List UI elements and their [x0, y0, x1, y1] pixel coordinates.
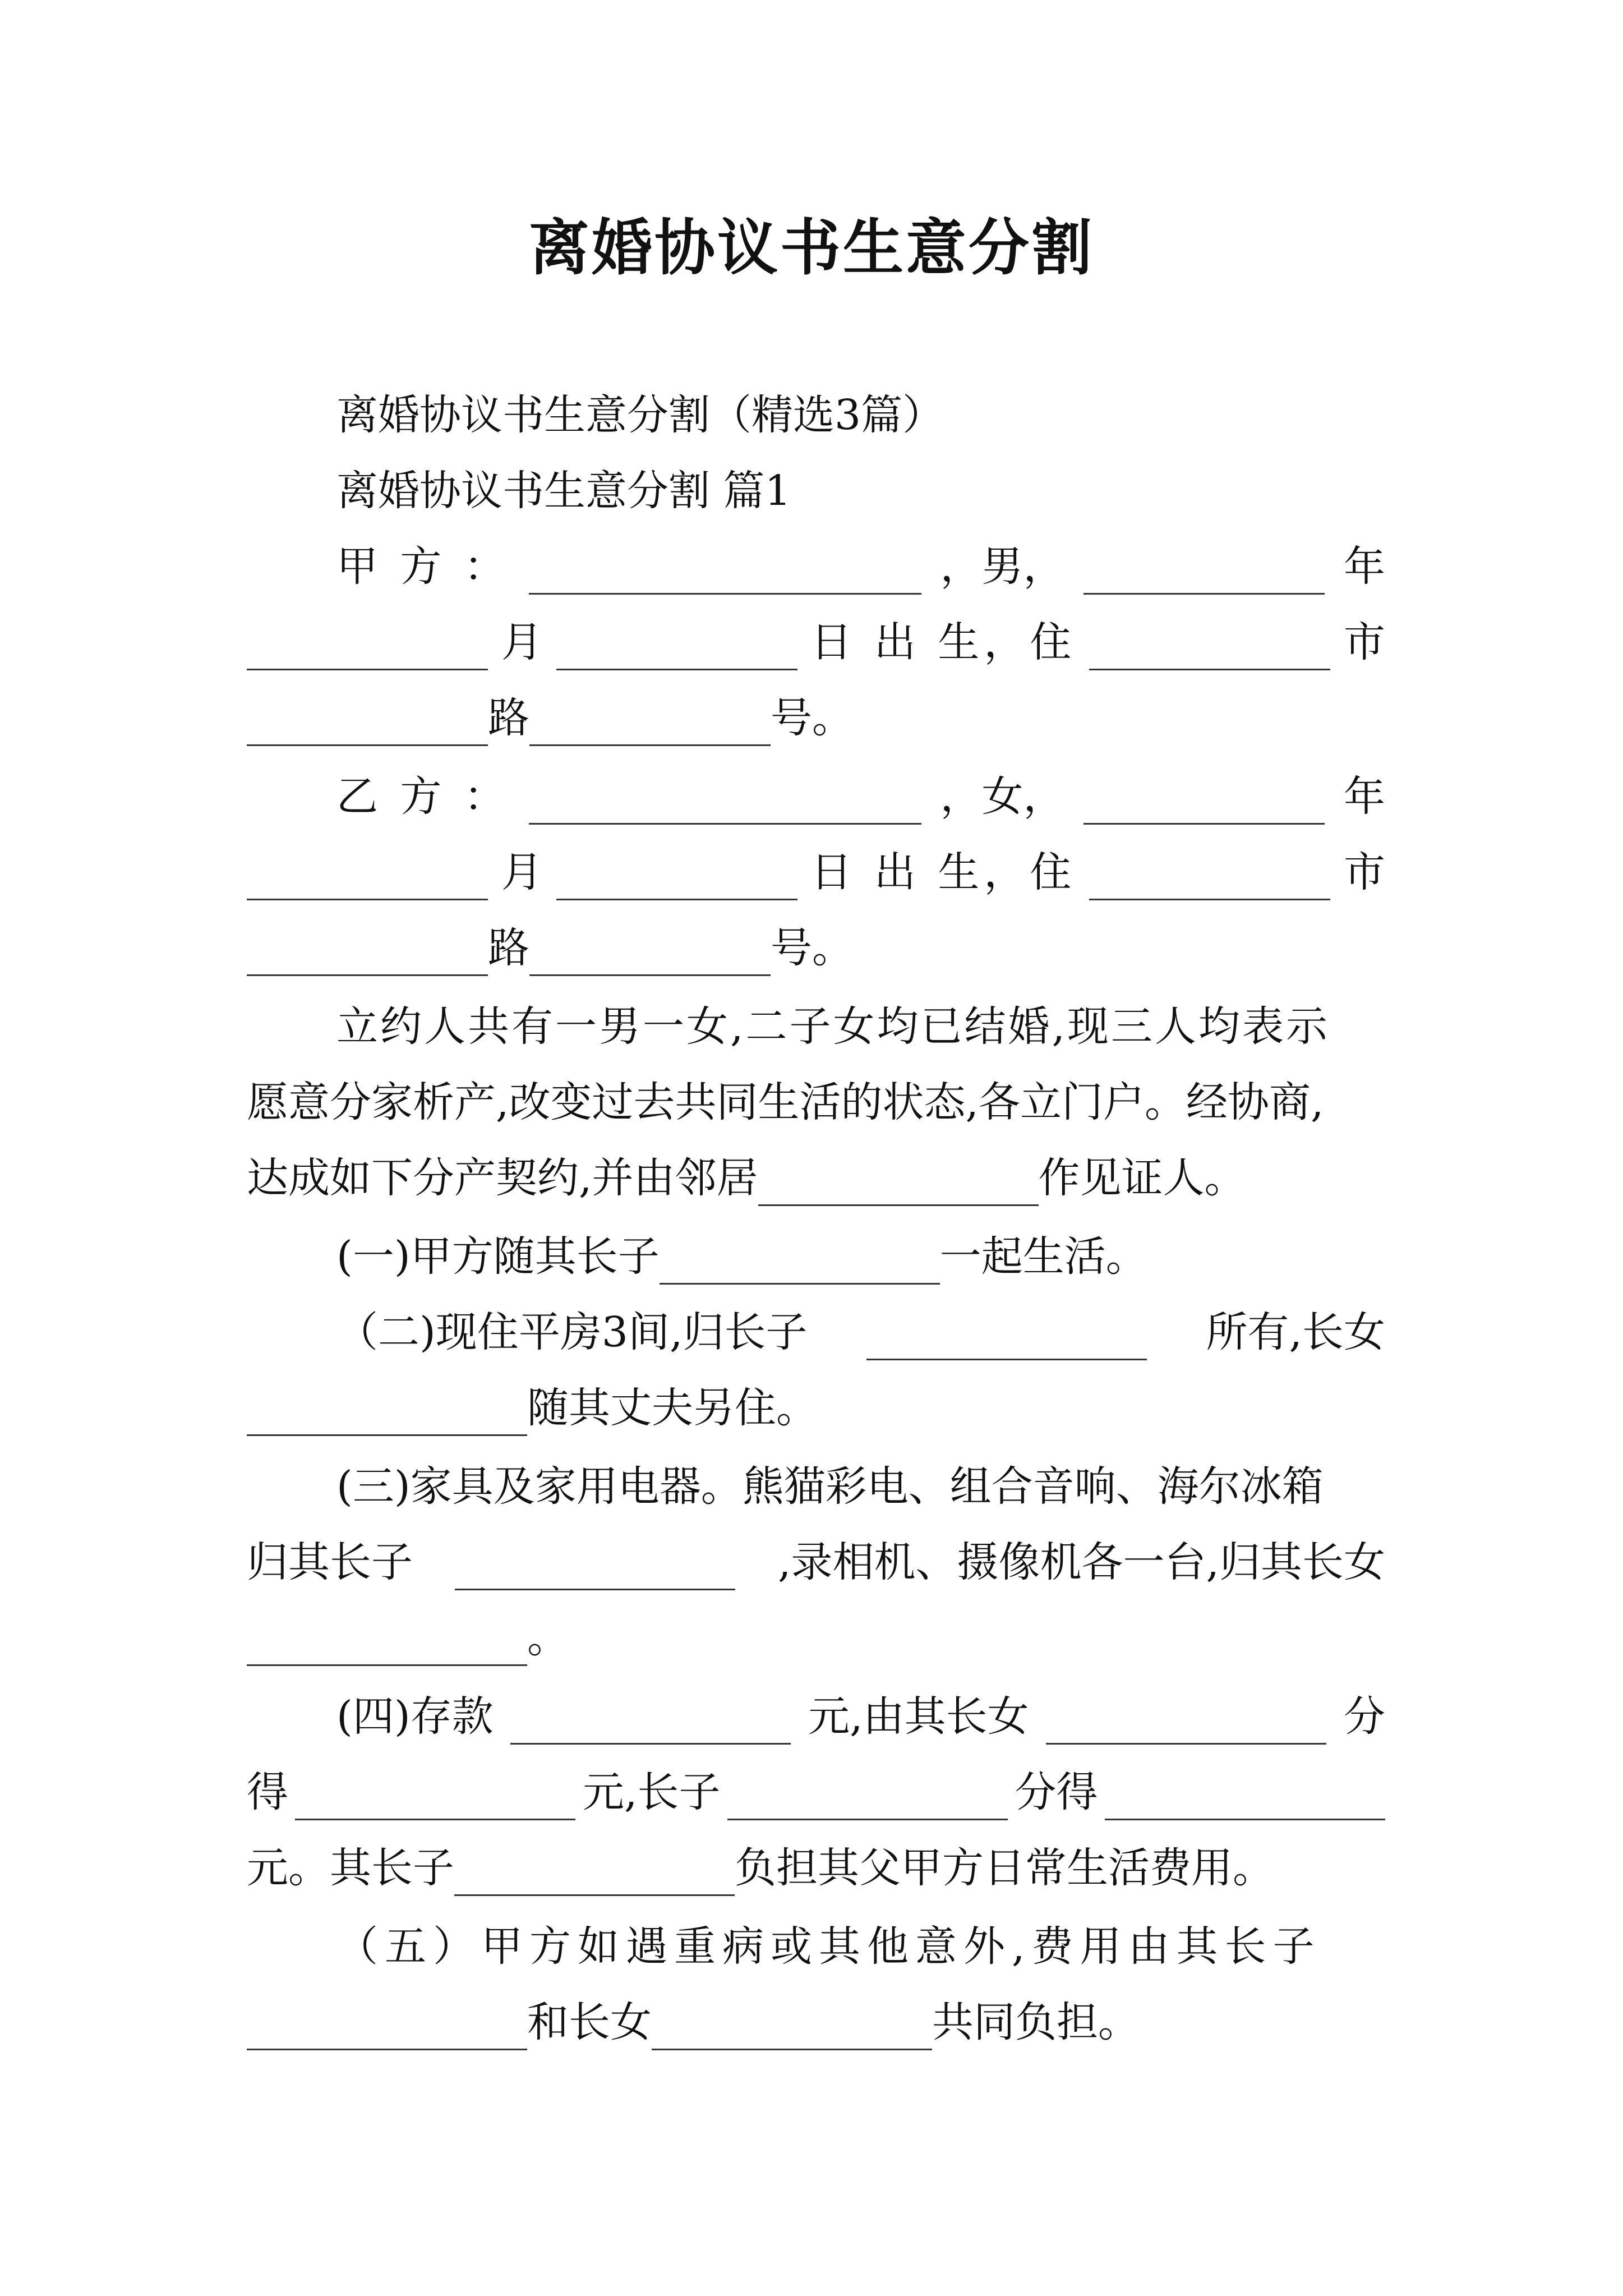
party-a-city-label: 市	[1343, 618, 1385, 666]
party-b-year-label: 年	[1343, 772, 1385, 821]
clause-4-son-blank	[727, 1777, 1008, 1820]
subtitle: 离婚协议书生意分割（精选3篇）	[336, 391, 944, 439]
clause-3-line-3	[247, 1610, 1385, 1666]
party-b-number-label: 号。	[771, 924, 854, 972]
clause-4-son-label: 元,长子	[582, 1768, 721, 1816]
clause-5-line-1: （五）甲方如遇重病或其他意外,费用由其长子	[336, 1922, 1321, 1971]
clause-4-line-3	[247, 1840, 1385, 1896]
party-a-road-label: 路	[488, 694, 529, 742]
party-a-line-1	[336, 539, 1385, 595]
intro-line-2: 愿意分家析产,改变过去共同生活的状态,各立门户。经协商,	[247, 1078, 1324, 1126]
party-a-month-label: 月	[501, 618, 543, 666]
clause-5-line-2	[247, 1994, 1385, 2050]
clause-5-middle: 和长女	[527, 1998, 652, 2046]
intro-line-3	[247, 1150, 1385, 1206]
clause-4-son-share-label: 分得	[1015, 1768, 1098, 1816]
clause-4-end: 负担其父甲方日常生活费用。	[735, 1844, 1274, 1892]
clause-2-middle: 所有,长女	[1206, 1308, 1385, 1356]
clause-1-end: 一起生活。	[939, 1232, 1147, 1281]
party-a-gender: ，男，	[940, 542, 1065, 591]
clause-3-line-1: (三)家具及家用电器。熊猫彩电、组合音响、海尔冰箱	[336, 1462, 1324, 1511]
party-a-line-3	[247, 690, 1385, 746]
clause-4-amount-blank	[510, 1701, 791, 1745]
party-a-year-blank	[1083, 551, 1325, 595]
section-heading: 离婚协议书生意分割 篇1	[336, 467, 791, 515]
party-b-name-blank	[529, 781, 921, 825]
party-a-month-blank	[247, 627, 488, 670]
clause-4-share-label: 分	[1343, 1692, 1385, 1741]
clause-2-son-blank	[866, 1317, 1147, 1360]
clause-4-line-1	[336, 1688, 1385, 1745]
party-a-label: 甲 方 ：	[336, 542, 510, 591]
party-b-gender: ，女，	[940, 772, 1065, 821]
clause-4-de-label: 得	[247, 1768, 288, 1816]
clause-4-line-2	[247, 1764, 1385, 1820]
clause-2-daughter-blank	[247, 1393, 527, 1436]
clause-3-son-label: 归其长子	[247, 1538, 413, 1586]
clause-2-end: 随其丈夫另住。	[527, 1384, 818, 1432]
clause-3-son-blank	[455, 1547, 735, 1590]
clause-2-line-2	[247, 1380, 1385, 1436]
party-b-city-label: 市	[1343, 848, 1385, 896]
party-a-road-blank	[247, 703, 488, 746]
party-a-city-blank	[1089, 627, 1330, 670]
clause-3-middle: ,录相机、摄像机各一台,归其长女	[777, 1538, 1385, 1586]
clause-2-line-1	[336, 1304, 1385, 1360]
party-b-birth-live: 日 出 生，住	[810, 848, 1076, 896]
intro-line-3-end: 作见证人。	[1038, 1154, 1246, 1202]
clause-4-start: (四)存款	[336, 1692, 494, 1741]
clause-4-son-amount-blank	[1105, 1777, 1385, 1820]
clause-1	[336, 1228, 1385, 1285]
witness-blank	[758, 1163, 1039, 1206]
party-b-road-blank	[247, 933, 488, 976]
clause-5-daughter-blank	[652, 2007, 932, 2050]
party-a-number-blank	[529, 703, 771, 746]
party-b-year-blank	[1083, 781, 1325, 825]
party-a-number-label: 号。	[771, 694, 854, 742]
clause-5-end: 共同负担。	[932, 1998, 1140, 2046]
party-b-month-blank	[247, 857, 488, 900]
party-a-line-2	[247, 614, 1385, 670]
clause-3-end: 。	[527, 1614, 569, 1662]
intro-line-3-start: 达成如下分产契约,并由邻居	[247, 1154, 758, 1202]
clause-3-line-2	[247, 1534, 1385, 1590]
party-b-line-3	[247, 920, 1385, 976]
party-a-day-blank	[556, 627, 797, 670]
party-b-line-1	[336, 769, 1385, 825]
party-a-birth-live: 日 出 生，住	[810, 618, 1076, 666]
clause-1-start: (一)甲方随其长子	[336, 1232, 660, 1281]
party-b-month-label: 月	[501, 848, 543, 896]
clause-2-start: （二)现住平房3间,归长子	[336, 1308, 808, 1356]
clause-1-son-blank	[660, 1241, 940, 1285]
clause-4-support-son-blank	[454, 1853, 735, 1896]
clause-3-daughter-blank	[247, 1623, 527, 1666]
party-a-year-label: 年	[1343, 542, 1385, 591]
clause-4-son-duty-label: 元。其长子	[247, 1844, 454, 1892]
party-a-name-blank	[529, 551, 921, 595]
clause-4-daughter-label: 元,由其长女	[808, 1692, 1029, 1741]
clause-4-daughter-blank	[1046, 1701, 1326, 1745]
intro-line-1: 立约人共有一男一女,二子女均已结婚,现三人均表示	[336, 1002, 1330, 1051]
clause-5-son-blank	[247, 2007, 527, 2050]
clause-4-daughter-amount-blank	[295, 1777, 575, 1820]
party-b-day-blank	[556, 857, 797, 900]
party-b-line-2	[247, 844, 1385, 900]
party-b-road-label: 路	[488, 924, 529, 972]
party-b-label: 乙 方 ：	[336, 772, 510, 821]
party-b-city-blank	[1089, 857, 1330, 900]
party-b-number-blank	[529, 933, 771, 976]
document-title: 离婚协议书生意分割	[528, 213, 1094, 283]
